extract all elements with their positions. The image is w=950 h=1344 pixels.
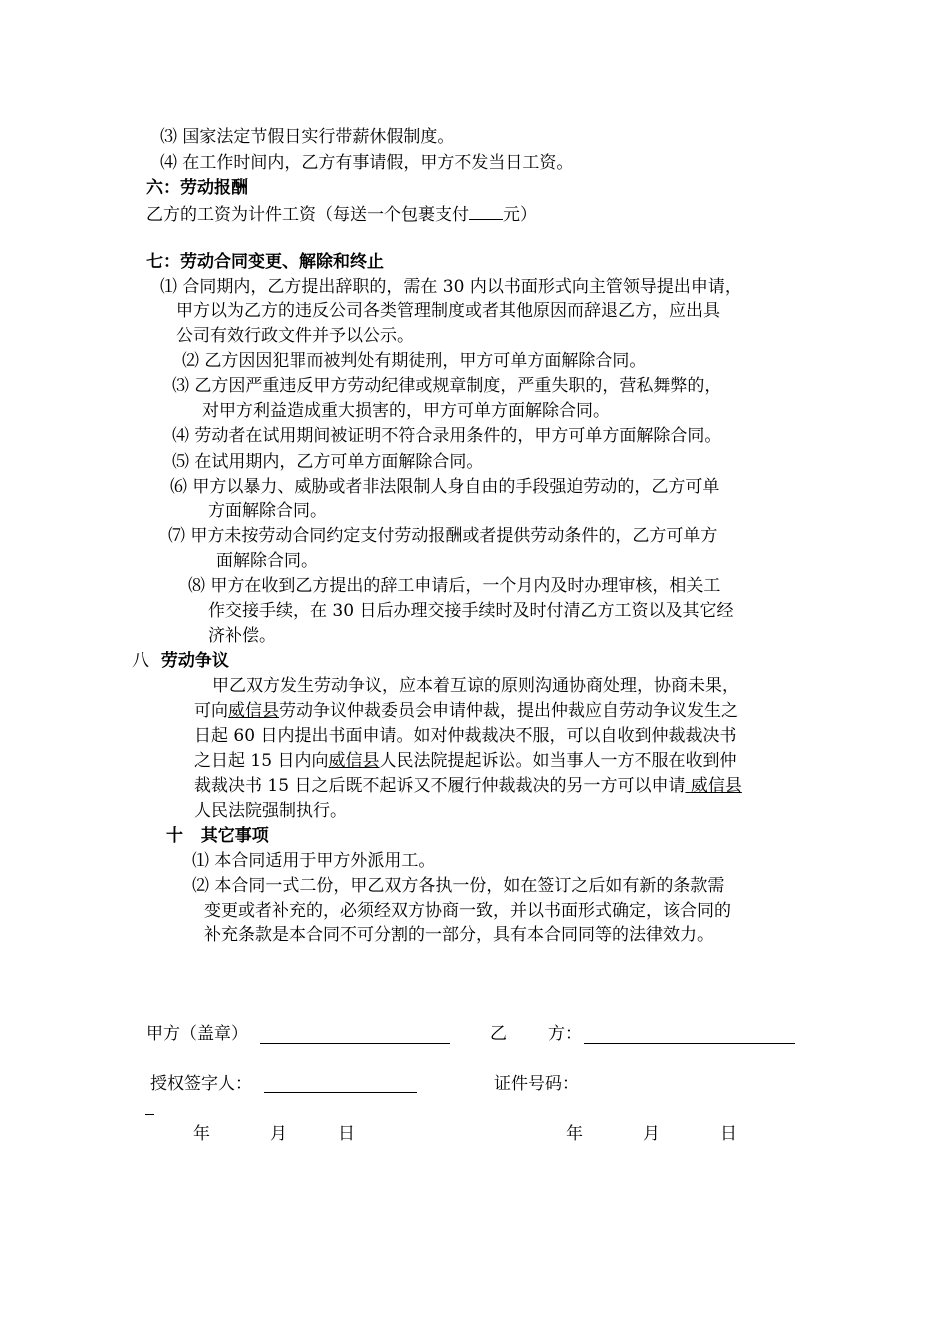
- section-7-line: ⑺ 甲方未按劳动合同约定支付劳动报酬或者提供劳动条件的，乙方可单方: [168, 526, 718, 546]
- section-8-title: 劳动争议: [160, 651, 229, 671]
- section-7-line: ⑷ 劳动者在试用期间被证明不符合录用条件的，甲方可单方面解除合同。: [172, 426, 722, 446]
- section-10-title: 其它事项: [200, 826, 269, 846]
- date-year-a: 年: [193, 1124, 210, 1144]
- wage-line: [146, 201, 537, 227]
- party-a-label: 甲方（盖章）: [146, 1024, 248, 1044]
- section-7-line: ⑹ 甲方以暴力、威胁或者非法限制人身自由的手段强迫劳动的，乙方可单: [170, 477, 720, 497]
- date-day-b: 日: [720, 1124, 737, 1144]
- section-10-line: ⑴ 本合同适用于甲方外派用工。: [192, 851, 436, 871]
- date-day-a: 日: [338, 1124, 355, 1144]
- section-8-heading: [132, 649, 229, 673]
- party-b-signature-line[interactable]: [584, 1043, 795, 1044]
- wage-text: 乙方的工资为计件工资（每送一个包裹支付: [146, 205, 469, 225]
- section-8-line: 日起 60 日内提出书面申请。如对仲裁裁决不服，可以自收到仲裁裁决书: [194, 726, 737, 746]
- party-a-signature-line[interactable]: [260, 1043, 450, 1044]
- wage-amount-blank[interactable]: [469, 201, 503, 220]
- section-10-number: 十: [166, 826, 183, 846]
- section-8-line: 人民法院强制执行。: [194, 801, 347, 821]
- stray-underline: [145, 1114, 154, 1115]
- section-7-line: 公司有效行政文件并予以公示。: [176, 326, 414, 346]
- section-8-line: [194, 774, 742, 798]
- section-8-number: 八: [132, 651, 149, 671]
- text-span: 可向: [194, 701, 228, 721]
- section-10-line: ⑵ 本合同一式二份，甲乙双方各执一份，如在签订之后如有新的条款需: [192, 876, 725, 896]
- section-8-line: [194, 699, 738, 723]
- holiday-item-4: ⑷ 在工作时间内，乙方有事请假，甲方不发当日工资。: [160, 153, 574, 173]
- section-10-heading: [166, 824, 269, 848]
- authorized-signer-label: 授权签字人：: [150, 1074, 252, 1094]
- section-7-heading: 七：劳动合同变更、解除和终止: [146, 252, 384, 272]
- county-name: [685, 776, 741, 796]
- section-7-line: 甲方以为乙方的违反公司各类管理制度或者其他原因而辞退乙方，应出具: [176, 301, 720, 321]
- section-8-line: 甲乙双方发生劳动争议，应本着互谅的原则沟通协商处理，协商未果，: [212, 676, 739, 696]
- section-7-line: 作交接手续，在 30 日后办理交接手续时及时付清乙方工资以及其它经: [208, 601, 734, 621]
- section-7-line: 方面解除合同。: [208, 501, 327, 521]
- section-7-line: ⑵ 乙方因因犯罪而被判处有期徒刑，甲方可单方面解除合同。: [182, 351, 647, 371]
- section-7-line: 济补偿。: [208, 626, 276, 646]
- text-span: 裁裁决书 15 日之后既不起诉又不履行仲裁裁决的另一方可以申请: [194, 776, 686, 796]
- wage-unit: 元）: [503, 205, 537, 225]
- party-b-label-2: 方：: [548, 1024, 582, 1044]
- party-b-label-1: 乙: [490, 1024, 507, 1044]
- text-span: 之日起 15 日内向: [194, 751, 329, 771]
- date-month-b: 月: [643, 1124, 660, 1144]
- section-10-line: 变更或者补充的，必须经双方协商一致，并以书面形式确定，该合同的: [204, 901, 731, 921]
- section-10-line: 补充条款是本合同不可分割的一部分，具有本合同同等的法律效力。: [204, 925, 714, 945]
- authorized-signer-line[interactable]: [264, 1092, 417, 1093]
- holiday-item-3: ⑶ 国家法定节假日实行带薪休假制度。: [160, 127, 455, 147]
- section-8-line: [194, 749, 736, 773]
- section-7-line: ⑶ 乙方因严重违反甲方劳动纪律或规章制度，严重失职的，营私舞弊的，: [172, 376, 722, 396]
- id-number-label: 证件号码：: [494, 1074, 579, 1094]
- text-span: 威信县: [690, 776, 742, 796]
- section-6-heading: 六：劳动报酬: [146, 178, 248, 198]
- date-year-b: 年: [566, 1124, 583, 1144]
- section-7-line: 对甲方利益造成重大损害的，甲方可单方面解除合同。: [202, 401, 610, 421]
- county-name: 威信县: [328, 751, 380, 771]
- text-span: 人民法院提起诉讼。如当事人一方不服在收到仲: [379, 751, 737, 771]
- county-name: 威信县: [228, 701, 279, 721]
- section-7-line: ⑴ 合同期内，乙方提出辞职的，需在 30 内以书面形式向主管领导提出申请，: [160, 277, 742, 297]
- section-7-line: ⑸ 在试用期内，乙方可单方面解除合同。: [172, 452, 484, 472]
- date-month-a: 月: [270, 1124, 287, 1144]
- text-span: 劳动争议仲裁委员会申请仲裁，提出仲裁应自劳动争议发生之: [279, 701, 738, 721]
- section-7-line: ⑻ 甲方在收到乙方提出的辞工申请后，一个月内及时办理审核，相关工: [188, 576, 721, 596]
- section-7-line: 面解除合同。: [216, 551, 318, 571]
